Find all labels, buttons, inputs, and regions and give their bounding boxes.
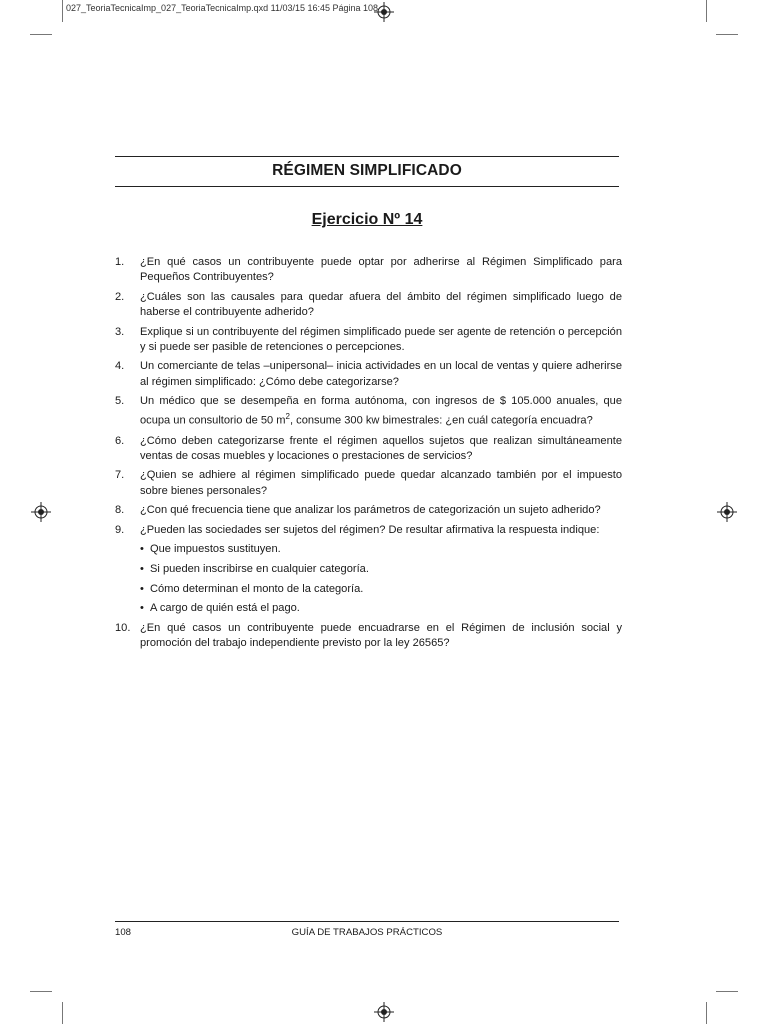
- question-number: 8.: [115, 504, 125, 517]
- question-text-part: , consume 300 kw bimestrales: ¿en cuál categoría encuadra?: [290, 415, 593, 428]
- section-title: RÉGIMEN SIMPLIFICADO: [272, 162, 462, 179]
- question-text-part: Un médico que se desempeña en forma autónoma, con ingresos de $ 105.000 anuales, que ocupa un consultorio de 50 m: [140, 395, 622, 428]
- registration-mark-icon: [374, 2, 394, 22]
- print-slug: 027_TeoriaTecnicaImp_027_TeoriaTecnicaImp.qxd 11/03/15 16:45 Página 108: [66, 3, 379, 13]
- question-text: ¿Con qué frecuencia tiene que analizar los parámetros de categorización un sujeto adherido?: [140, 504, 601, 517]
- question-text: ¿En qué casos un contribuyente puede optar por adherirse al Régimen Simplificado para Pequeños Contribuyentes?: [140, 256, 622, 284]
- bullet-icon: •: [140, 543, 144, 556]
- header-rule-bottom: [115, 186, 619, 187]
- bullet-icon: •: [140, 582, 144, 595]
- question-item: [115, 255, 622, 286]
- question-text: ¿Quien se adhiere al régimen simplificado puede quedar alcanzado también por el impuesto sobre bienes personales?: [140, 469, 622, 497]
- crop-mark-bottom-right-v: [706, 1002, 707, 1024]
- bullet-item: [140, 601, 622, 616]
- question-item: [115, 434, 622, 465]
- crop-mark-top-left-h: [30, 34, 52, 35]
- bullet-item: [140, 582, 622, 597]
- bullet-text: Que impuestos sustituyen.: [150, 543, 281, 556]
- question-text: Explique si un contribuyente del régimen simplificado puede ser agente de retención o percepción y si puede ser pasible de retenciones o percepciones.: [140, 325, 622, 353]
- bullet-text: Si pueden inscribirse en cualquier categoría.: [150, 562, 369, 575]
- running-footer-title: GUÍA DE TRABAJOS PRÁCTICOS: [291, 927, 443, 938]
- question-number: 6.: [115, 434, 125, 447]
- registration-mark-icon: [374, 1002, 394, 1022]
- crop-mark-bottom-right-h: [716, 991, 738, 992]
- bullet-item: [140, 542, 622, 557]
- exercise-title: Ejercicio Nº 14: [311, 211, 423, 228]
- question-text: ¿En qué casos un contribuyente puede encuadrarse en el Régimen de inclusión social y promoción del trabajo independiente previsto por la ley 26565?: [140, 621, 622, 650]
- page-number: 108: [115, 927, 132, 938]
- crop-mark-top-left-v: [62, 0, 63, 22]
- question-number: 10.: [115, 621, 131, 634]
- question-item: [115, 503, 622, 518]
- header-rule-top: [115, 156, 619, 157]
- question-text: ¿Pueden las sociedades ser sujetos del régimen? De resultar afirmativa la respuesta indique:: [140, 523, 600, 536]
- question-number: 9.: [115, 523, 125, 536]
- question-text: Un comerciante de telas –unipersonal– inicia actividades en un local de ventas y quiere adherirse al régimen simplificado: ¿Cómo debe categorizarse?: [140, 360, 622, 388]
- question-text: ¿Cuáles son las causales para quedar afuera del ámbito del régimen simplificado luego de haberse el contribuyente adherido?: [140, 290, 622, 319]
- superscript-two: 2: [285, 412, 290, 422]
- registration-mark-icon: [31, 502, 51, 522]
- crop-mark-bottom-left-h: [30, 991, 52, 992]
- bullet-text: A cargo de quién está el pago.: [150, 602, 300, 615]
- question-number: 3.: [115, 325, 125, 338]
- question-number: 1.: [115, 256, 125, 268]
- question-item: [115, 325, 622, 356]
- registration-mark-icon: [717, 502, 737, 522]
- question-number: 7.: [115, 469, 125, 482]
- bullet-icon: •: [140, 602, 144, 615]
- question-list: [115, 255, 622, 656]
- question-item: [115, 359, 622, 390]
- bullet-item: [140, 562, 622, 577]
- question-item: [115, 394, 622, 429]
- footer-rule: [115, 921, 619, 922]
- crop-mark-top-right-v: [706, 0, 707, 22]
- question-item: [115, 468, 622, 499]
- question-number: 2.: [115, 290, 125, 303]
- bullet-text: Cómo determinan el monto de la categoría.: [150, 582, 364, 595]
- question-text: [140, 394, 622, 429]
- question-text: ¿Cómo deben categorizarse frente el régimen aquellos sujetos que realizan simultáneamente ventas de cosas muebles y locaciones o prestaciones de servicios?: [140, 434, 622, 462]
- question-number: 5.: [115, 395, 125, 408]
- crop-mark-top-right-h: [716, 34, 738, 35]
- question-number: 4.: [115, 360, 125, 373]
- bullet-icon: •: [140, 562, 144, 575]
- question-item: [115, 290, 622, 321]
- crop-mark-bottom-left-v: [62, 1002, 63, 1024]
- question-item: [115, 621, 622, 652]
- question-item: [115, 523, 622, 538]
